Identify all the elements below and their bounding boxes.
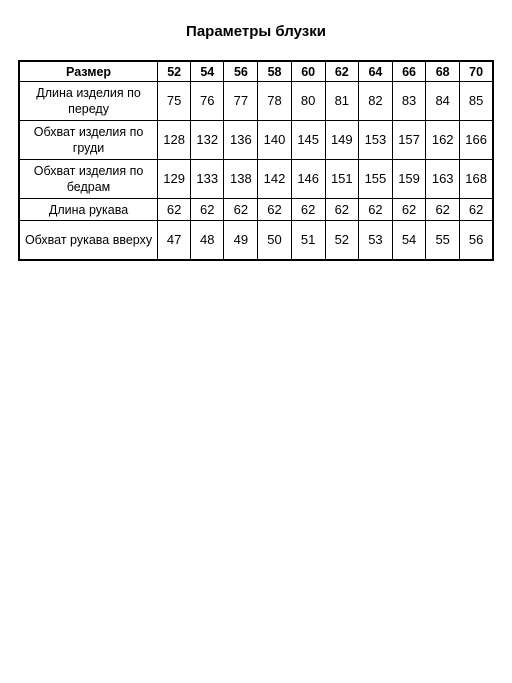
table-cell: 54: [393, 221, 426, 261]
size-header: 60: [291, 61, 325, 82]
table-cell: 138: [224, 160, 258, 199]
table-cell: 155: [358, 160, 392, 199]
size-header: 64: [358, 61, 392, 82]
row-label: Обхват изделия по груди: [19, 121, 158, 160]
table-cell: 146: [291, 160, 325, 199]
table-cell: 163: [426, 160, 460, 199]
table-cell: 78: [258, 82, 291, 121]
table-cell: 62: [460, 199, 493, 221]
table-cell: 129: [158, 160, 191, 199]
row-label: Длина рукава: [19, 199, 158, 221]
table-cell: 62: [291, 199, 325, 221]
table-cell: 77: [224, 82, 258, 121]
table-cell: 84: [426, 82, 460, 121]
row-label: Обхват изделия по бедрам: [19, 160, 158, 199]
size-header: 62: [325, 61, 358, 82]
table-cell: 62: [258, 199, 291, 221]
table-cell: 49: [224, 221, 258, 261]
table-cell: 52: [325, 221, 358, 261]
table-cell: 62: [191, 199, 224, 221]
table-cell: 47: [158, 221, 191, 261]
table-cell: 62: [358, 199, 392, 221]
table-cell: 145: [291, 121, 325, 160]
table-cell: 62: [393, 199, 426, 221]
table-cell: 149: [325, 121, 358, 160]
table-cell: 166: [460, 121, 493, 160]
table-cell: 48: [191, 221, 224, 261]
table-row: [19, 221, 493, 261]
table-cell: 132: [191, 121, 224, 160]
table-header-row: [19, 61, 493, 82]
table-cell: 53: [358, 221, 392, 261]
table-cell: 76: [191, 82, 224, 121]
size-header: 66: [393, 61, 426, 82]
row-label: Длина изделия по переду: [19, 82, 158, 121]
table-row: [19, 199, 493, 221]
size-header: 56: [224, 61, 258, 82]
table-cell: 159: [393, 160, 426, 199]
table-cell: 85: [460, 82, 493, 121]
table-cell: 56: [460, 221, 493, 261]
table-cell: 81: [325, 82, 358, 121]
size-header: 70: [460, 61, 493, 82]
table-cell: 140: [258, 121, 291, 160]
table-cell: 62: [158, 199, 191, 221]
size-table: [18, 60, 494, 261]
table-cell: 55: [426, 221, 460, 261]
table-cell: 51: [291, 221, 325, 261]
table-cell: 62: [325, 199, 358, 221]
table-cell: 153: [358, 121, 392, 160]
header-label: Размер: [19, 61, 158, 82]
table-cell: 151: [325, 160, 358, 199]
table-row: [19, 160, 493, 199]
table-cell: 50: [258, 221, 291, 261]
size-header: 52: [158, 61, 191, 82]
table-cell: 75: [158, 82, 191, 121]
size-header: 54: [191, 61, 224, 82]
row-label: Обхват рукава вверху: [19, 221, 158, 261]
page-title: Параметры блузки: [186, 23, 326, 40]
size-header: 58: [258, 61, 291, 82]
table-cell: 133: [191, 160, 224, 199]
table-cell: 136: [224, 121, 258, 160]
table-cell: 80: [291, 82, 325, 121]
size-header: 68: [426, 61, 460, 82]
table-cell: 168: [460, 160, 493, 199]
table-row: [19, 121, 493, 160]
table-row: [19, 82, 493, 121]
table-cell: 142: [258, 160, 291, 199]
table-cell: 62: [426, 199, 460, 221]
table-cell: 162: [426, 121, 460, 160]
table-cell: 83: [393, 82, 426, 121]
table-cell: 128: [158, 121, 191, 160]
table-cell: 62: [224, 199, 258, 221]
table-cell: 82: [358, 82, 392, 121]
table-cell: 157: [393, 121, 426, 160]
